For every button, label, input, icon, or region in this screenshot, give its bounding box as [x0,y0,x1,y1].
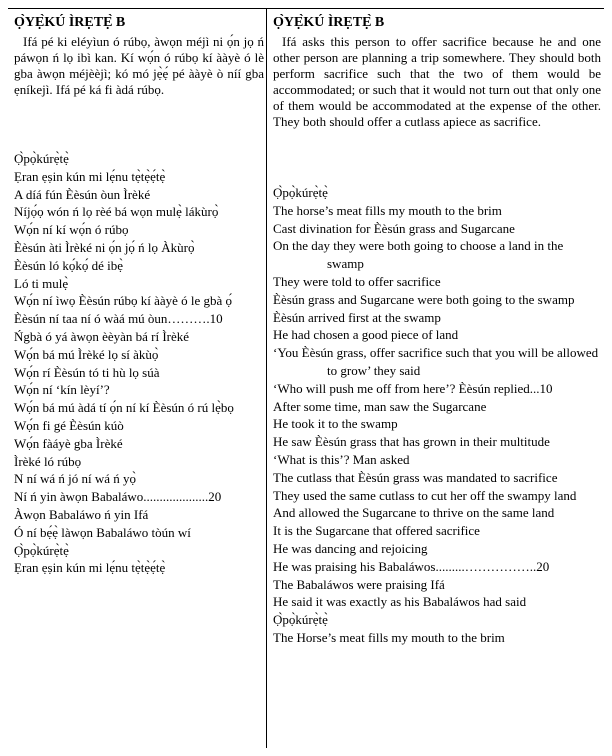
yoruba-verse-line: Wọ́n ní ìwọ Èèsún rúbọ kí ààyè ó le gbà ọ́ [14,293,233,309]
english-verse-line: Ọ̀pọ̀kúrẹ̀tẹ̀ [273,185,328,200]
english-verse-line: Ọ̀pọ̀kúrẹ̀tẹ̀ [273,612,328,628]
column-divider [266,8,267,748]
english-verse-list [273,184,601,647]
english-verse-line: ‘You Èèsún grass, offer sacrifice such that you will be allowed to grow’ they said [273,345,599,378]
english-verse-line: They used the same cutlass to cut her off the swampy land [273,487,577,503]
english-verse-line: The Horse’s meat fills my mouth to the brim [273,629,505,645]
yoruba-verse-line: Ẹran ẹṣin kún mi lẹ́nu tẹ̀tẹ̀ẹ́tẹ̀ [14,560,166,576]
yoruba-verse-line: Èèsún ló kọ́kọ́ dé ibẹ̀ [14,257,124,273]
english-verse-line: Èèsún grass and Sugarcane were both going to the swamp [273,291,575,307]
english-verse-line: After some time, man saw the Sugarcane [273,398,487,414]
yoruba-verse-line: Níjọ́ọ wón ń lọ rèé bá wọn mulẹ̀ lákùrọ̀ [14,204,219,220]
english-verse-line: And allowed the Sugarcane to thrive on the same land [273,505,555,521]
english-verse-line: On the day they were both going to choose a land in the swamp [273,238,564,272]
top-rule [8,8,604,9]
yoruba-verse-line: Ẹran ẹṣin kún mi lẹ́nu tẹ̀tẹ̀ẹ́tẹ̀ [14,168,166,184]
yoruba-verse-line: Àwọn Babaláwo ń yin Ifá [14,506,149,522]
yoruba-verse-line: Ní ń yin àwọn Babaláwo....................20 [14,489,222,505]
yoruba-verse-line: N ní wá ń jó ní wá ń yọ̀ [14,471,137,487]
yoruba-verse-line: Ńgbà ó yá àwọn èèyàn bá rí Ìrèké [14,328,190,344]
english-verse-line: Èèsún arrived first at the swamp [273,309,441,325]
yoruba-verse-line: Ló ti mulẹ̀ [14,275,69,291]
yoruba-column [14,14,264,577]
english-verse-line: The horse’s meat fills my mouth to the brim [273,202,502,218]
english-verse-line: ‘What is this’? Man asked [273,451,410,467]
yoruba-verse-line: Wọ́n ní ‘kín lèyí’? [14,382,110,398]
yoruba-verse-line: Wọ́n bá mú àdá tí ọ́n ní kí Èèsún ó rú lẹ̀bọ [14,400,234,416]
english-verse-line: The cutlass that Èèsún grass was mandated to sacrifice [273,469,558,485]
english-column [273,14,601,647]
english-verse-line: He saw Èèsún grass that has grown in their multitude [273,434,550,450]
yoruba-verse-line: Ìrèké ló rúbọ [14,453,82,469]
yoruba-verse-line: Wọ́n fàáyè gba Ìrèké [14,435,123,451]
yoruba-verse-list [14,150,264,577]
yoruba-verse-line: Èèsún àti Ìrèké ni ọ́n jọ́ ń lọ Àkùrọ̀ [14,239,195,255]
english-verse-line: It is the Sugarcane that offered sacrifice [273,523,480,539]
yoruba-verse-line: Wọ́n ní kí wọ́n ó rúbọ [14,222,129,238]
english-verse-line: ‘Who will push me off from here’? Èèsún replied...10 [273,380,553,396]
english-heading: Ọ̀YẸ̀KÚ ÌRẸTẸ̀ B [273,15,385,30]
english-verse-line: He had chosen a good piece of land [273,327,459,343]
yoruba-verse-line: Ó ní bẹ́ẹ̀ làwọn Babaláwo tòún wí [14,524,191,540]
english-verse-line: He said it was exactly as his Babaláwos had said [273,594,527,610]
yoruba-verse-line: Ọ̀pọ̀kúrẹ̀tẹ̀ [14,542,69,558]
yoruba-verse-line: Wọ́n bá mú Ìrèké lọ sí àkùọ̀ [14,346,159,362]
english-verse-line: They were told to offer sacrifice [273,273,441,289]
yoruba-intro: Ifá pé ki eléyìun ó rúbọ, àwọn méjì ni ọ́n jọ ń páwọn ń lọ ibì kan. Kí wọ́n ó rúbọ kí ààyè ó lè gba àwọn méjèèjì; kó mó jẹ̀ẹ́ pé ààyè ò níí gba ẹníkejì. Ifá pé ká fi àdá rúbọ. [14,34,264,97]
yoruba-verse-line: Èèsún ní taa ní ó wàá mú òun……….10 [14,311,223,327]
english-verse-line: He was praising his Babaláwos.........……………..20 [273,558,550,574]
yoruba-heading: Ọ̀YẸ̀KÚ ÌRẸTẸ̀ B [14,15,126,30]
yoruba-verse-line: A díá fún Èèsún òun Ìrèké [14,186,151,202]
english-verse-line: The Babaláwos were praising Ifá [273,576,445,592]
english-verse-line: Cast divination for Èèsún grass and Sugarcane [273,220,515,236]
yoruba-verse-line: Ọ̀pọ̀kúrẹ̀tẹ̀ [14,151,69,166]
english-verse-line: He was dancing and rejoicing [273,540,428,556]
yoruba-verse-line: Wọ́n fi gé Èèsún kúò [14,417,124,433]
english-verse-line: He took it to the swamp [273,416,398,432]
english-intro: Ifá asks this person to offer sacrifice because he and one other person are planning a trip somewhere. They should both perform sacrifice such that the two of them would be accommodated; or such that it would not turn out that only one of them would be accommodated at the expense of the other. They both should offer a cutlass apiece as sacrifice. [273,34,601,129]
yoruba-verse-line: Wọ́n rí Èèsún tó ti hù lọ súà [14,364,160,380]
